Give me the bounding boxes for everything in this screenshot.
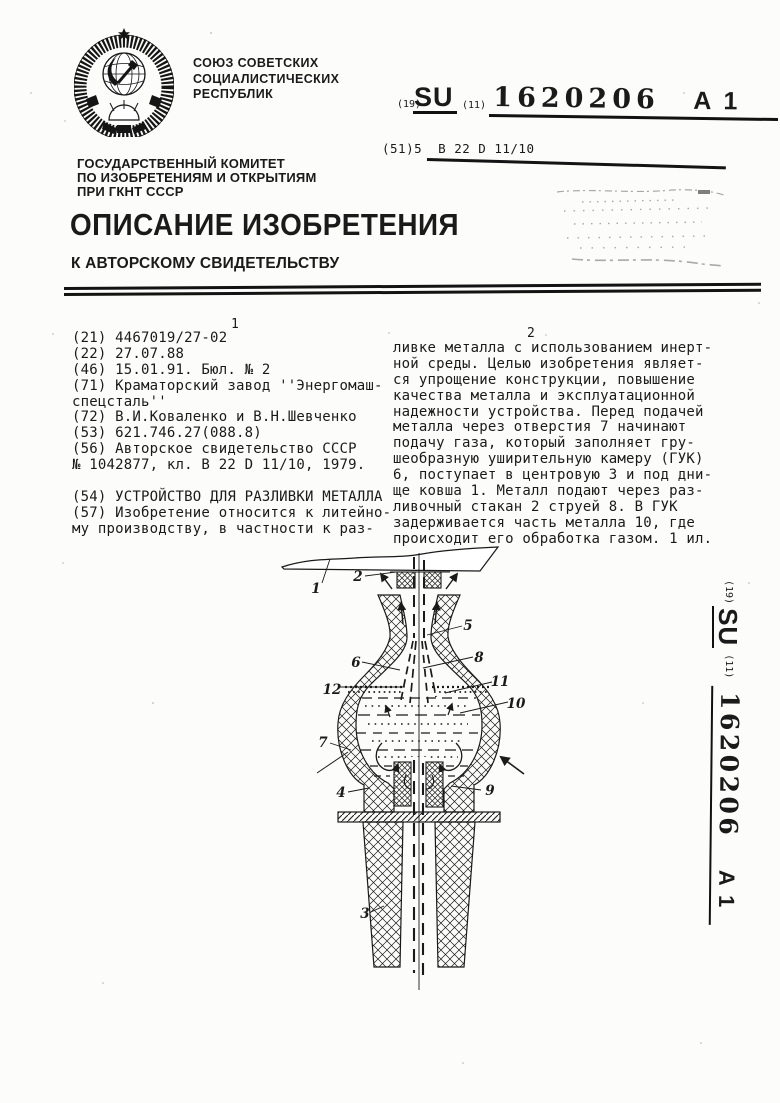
text-line: надежности устройства. Перед подачей bbox=[393, 403, 704, 420]
sidebar-country-code: SU bbox=[713, 608, 743, 647]
scan-speck bbox=[388, 332, 390, 334]
text-line: (54) УСТРОЙСТВО ДЛЯ РАЗЛИВКИ МЕТАЛЛА bbox=[72, 488, 383, 505]
patent-figure bbox=[270, 545, 530, 995]
figure-ref-label: 4 bbox=[336, 785, 346, 801]
scan-speck bbox=[462, 1062, 464, 1064]
column-right bbox=[435, 822, 475, 967]
text-line: ся упрощение конструкции, повышение bbox=[393, 371, 696, 388]
doc-number: 1620206 bbox=[493, 82, 660, 116]
nozzle-block-left bbox=[397, 572, 415, 588]
ladle-bottom bbox=[282, 547, 498, 571]
channel-brick-right bbox=[426, 762, 443, 807]
sidebar-code19: (19) bbox=[723, 580, 734, 605]
figure-ref-label: 1 bbox=[311, 581, 321, 597]
channel-brick-left bbox=[394, 762, 411, 806]
text-line: ще ковша 1. Металл подают через раз- bbox=[393, 483, 704, 500]
figure-ref-label: 6 bbox=[351, 655, 361, 671]
page-title: ОПИСАНИЕ ИЗОБРЕТЕНИЯ bbox=[70, 207, 460, 242]
figure-ref-label: 11 bbox=[490, 674, 510, 690]
text-line: ПО ИЗОБРЕТЕНИЯМ И ОТКРЫТИЯМ bbox=[77, 170, 317, 185]
text-line: металла через отверстия 7 начинают bbox=[393, 419, 687, 436]
scan-speck bbox=[545, 334, 547, 336]
text-line: подачу газа, который заполняет гру- bbox=[393, 435, 696, 452]
column-number-left: 1 bbox=[231, 317, 239, 332]
scan-speck bbox=[700, 1042, 702, 1044]
text-line: му производству, в частности к раз- bbox=[72, 520, 375, 537]
text-line: (46) 15.01.91. Бюл. № 2 bbox=[72, 361, 271, 378]
doc-number-group bbox=[489, 84, 779, 121]
sidebar-code11: (11) bbox=[723, 654, 734, 679]
figure-ref-label: 5 bbox=[463, 618, 473, 634]
text-line: шеобразную уширительную камеру (ГУК) bbox=[393, 451, 704, 468]
column-left bbox=[363, 822, 403, 967]
text-line: ной среды. Целью изобретения являет- bbox=[393, 355, 704, 372]
column-number-right: 2 bbox=[527, 326, 535, 341]
figure-ref-label: 9 bbox=[485, 783, 495, 799]
ipc-class: B 22 D 11/10 bbox=[438, 141, 535, 156]
scan-speck bbox=[683, 92, 685, 94]
scan-speck bbox=[758, 302, 760, 304]
text-line: происходит его обработка газом. 1 ил. bbox=[393, 530, 713, 547]
text-line: (22) 27.07.88 bbox=[72, 345, 185, 362]
page-subtitle: К АВТОРСКОМУ СВИДЕТЕЛЬСТВУ bbox=[71, 255, 340, 272]
sidebar-kind-code: A 1 bbox=[713, 870, 740, 910]
sidebar-doc-number-text: 1620206 bbox=[713, 692, 745, 839]
ussr-coat-of-arms bbox=[74, 27, 174, 137]
text-line: 6, поступает в центровую 3 и под дни- bbox=[393, 467, 713, 484]
divider-rule bbox=[64, 288, 761, 295]
text-line: (57) Изобретение относится к литейно- bbox=[72, 504, 392, 521]
scan-speck bbox=[62, 562, 64, 564]
figure-ref-label: 7 bbox=[318, 735, 328, 751]
text-line: (72) В.И.Коваленко и В.Н.Шевченко bbox=[72, 409, 357, 426]
text-line: СОЮЗ СОВЕТСКИХ bbox=[193, 56, 319, 70]
code11-label: (11) bbox=[462, 100, 487, 111]
scan-speck bbox=[102, 982, 104, 984]
kind-code: A 1 bbox=[693, 86, 741, 116]
scan-speck bbox=[748, 582, 750, 584]
right-column bbox=[393, 341, 723, 548]
text-line: РЕСПУБЛИК bbox=[193, 87, 274, 101]
scan-speck bbox=[52, 333, 54, 335]
text-line: качества металла и эксплуатационной bbox=[393, 387, 696, 404]
figure-ref-label: 3 bbox=[360, 906, 370, 922]
scan-speck bbox=[210, 32, 212, 34]
scan-speck bbox=[332, 442, 334, 444]
scan-speck bbox=[642, 702, 644, 704]
text-line: (21) 4467019/27-02 bbox=[72, 330, 228, 346]
text-line: (56) Авторское свидетельство СССР bbox=[72, 441, 357, 458]
ipc-edition: (51)5 bbox=[382, 141, 423, 156]
text-line: № 1042877, кл. B 22 D 11/10, 1979. bbox=[72, 457, 366, 474]
scan-speck bbox=[64, 120, 66, 122]
ipc-underline bbox=[427, 158, 726, 169]
scan-speck bbox=[30, 92, 32, 94]
ipc-line bbox=[382, 141, 534, 156]
figure-ref-label: 8 bbox=[474, 650, 484, 666]
figure-ref-label: 12 bbox=[322, 682, 342, 698]
text-line: (53) 621.746.27(088.8) bbox=[72, 425, 262, 442]
text-line: (71) Краматорский завод ''Энергомаш- bbox=[72, 377, 383, 394]
country-code: SU bbox=[413, 84, 457, 114]
gas-inlet-arrow bbox=[501, 757, 524, 774]
nozzle-block-right bbox=[424, 572, 441, 588]
text-line: СОЦИАЛИСТИЧЕСКИХ bbox=[193, 71, 340, 86]
text-line bbox=[72, 474, 397, 490]
text-line: ливочный стакан 2 струей 8. В ГУК bbox=[393, 498, 678, 515]
text-line: ПРИ ГКНТ СССР bbox=[77, 184, 184, 199]
sidebar-doc-number bbox=[691, 580, 745, 960]
text-line: ливке металла с использованием инерт- bbox=[393, 340, 713, 356]
code19-label: (19) bbox=[397, 99, 422, 110]
union-name bbox=[193, 56, 339, 103]
left-column bbox=[72, 331, 397, 538]
text-line: спецсталь'' bbox=[72, 393, 167, 410]
figure-ref-label: 10 bbox=[506, 696, 526, 712]
sidebar-number-group bbox=[709, 686, 743, 926]
scan-stain bbox=[552, 178, 730, 273]
text-line: ГОСУДАРСТВЕННЫЙ КОМИТЕТ bbox=[77, 156, 285, 171]
figure-ref-label: 2 bbox=[353, 569, 363, 585]
scan-speck bbox=[152, 702, 154, 704]
committee-name bbox=[77, 157, 317, 199]
text-line: задерживается часть металла 10, где bbox=[393, 514, 696, 531]
